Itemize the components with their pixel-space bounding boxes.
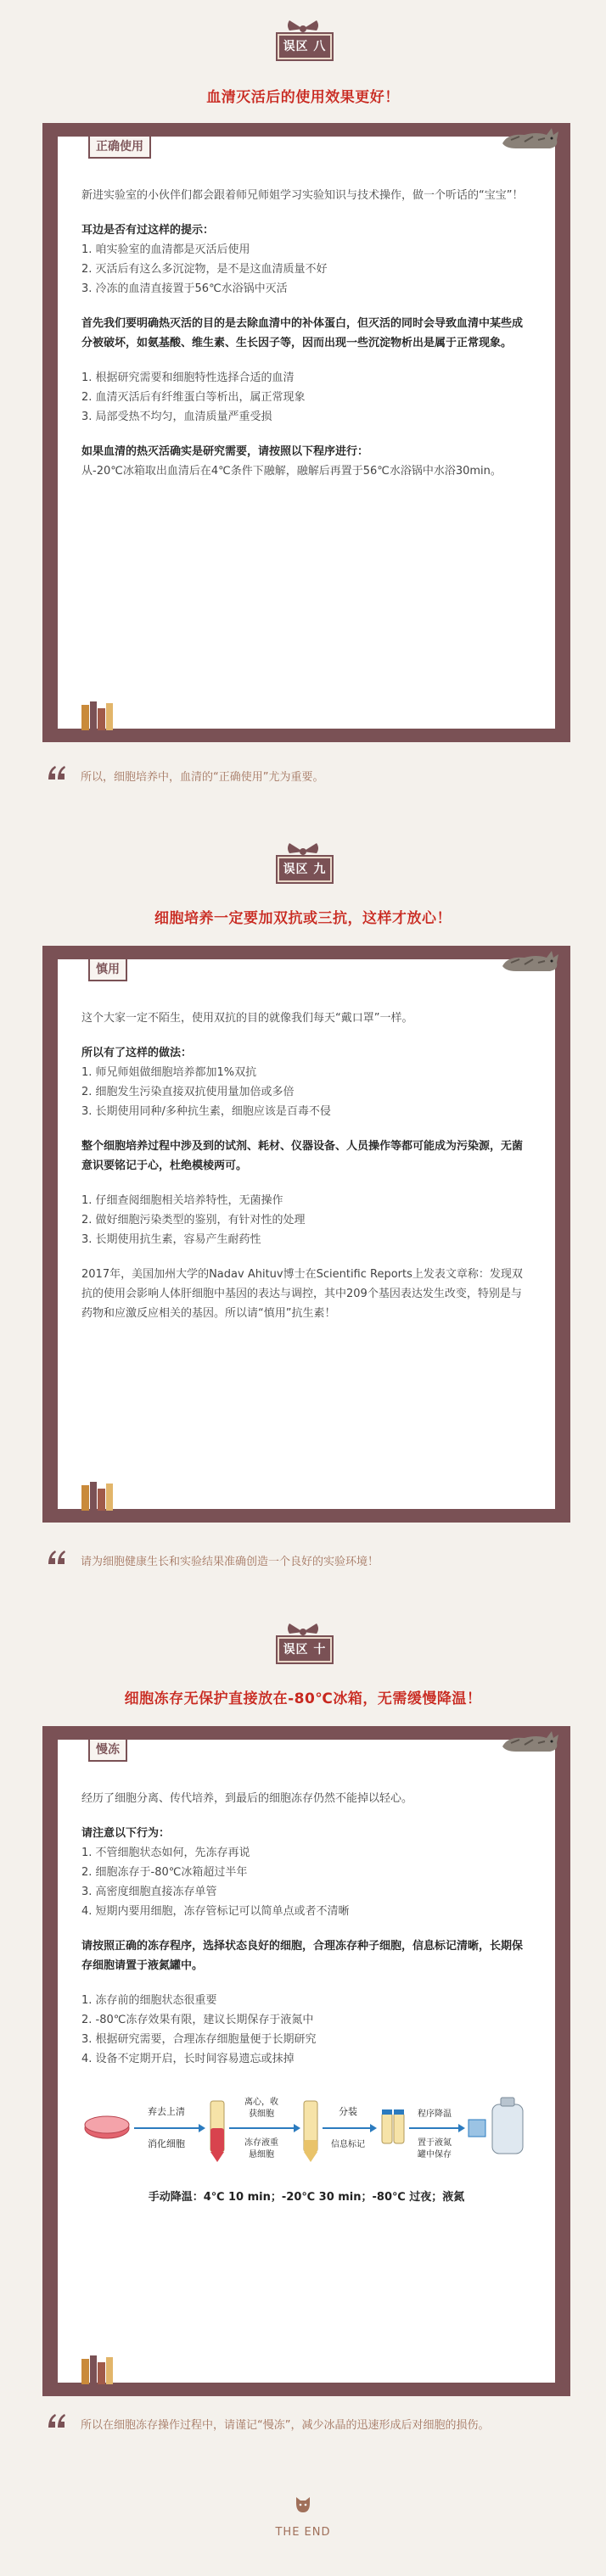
cryovial-cap-icon <box>382 2109 392 2115</box>
list-item: 2. 细胞发生污染直接双抗使用量加倍或多倍 <box>81 1086 295 1098</box>
section-10-badge-wrap <box>0 1620 606 1668</box>
quote-box <box>47 768 564 788</box>
list-item: 3. 冷冻的血清直接置于56℃水浴锅中灭活 <box>81 282 288 295</box>
suspension-icon <box>304 2140 317 2152</box>
tip-card <box>58 1740 555 2383</box>
paragraph: 2017年，美国加州大学的Nadav Ahituv博士在Scientific Reports上发表文章称：发现双抗的使用会影响人体肝细胞中基因的表达与调控，其中209个基因表达发生改变，特别是与药物和应激反应相关的基因。所以请“慎用”抗生素！ <box>81 1268 523 1320</box>
paragraph-heading: 请注意以下行为： <box>81 1827 171 1840</box>
paragraph: 这个大家一定不陌生，使用双抗的目的就像我们每天“戴口罩”一样。 <box>81 1012 413 1025</box>
section-9-badge-wrap <box>0 840 606 887</box>
paragraph: 新进实验室的小伙伴们都会跟着师兄师姐学习实验知识与技术操作，做一个听话的“宝宝”！ <box>81 189 524 202</box>
card-content <box>81 186 531 481</box>
arrow-head-icon <box>199 2124 205 2132</box>
freezing-box-icon <box>469 2120 485 2137</box>
petri-dish-lid-icon <box>85 2116 129 2133</box>
section-title: 血清灭活后的使用效果更好！ <box>206 89 400 106</box>
list-item: 2. 灭活后有这么多沉淀物，是不是这血清质量不好 <box>81 263 328 276</box>
freezing-flow-svg <box>81 2084 531 2177</box>
card-tag: 正确使用 <box>88 135 151 159</box>
flow-label: 离心，收 <box>244 2098 278 2107</box>
section-title: 细胞冻存无保护直接放在-80℃冰箱，无需缓慢降温！ <box>124 1690 482 1707</box>
tip-card <box>58 959 555 1509</box>
section-title: 细胞培养一定要加双抗或三抗，这样才放心！ <box>154 910 452 927</box>
freezing-flow-diagram <box>81 2084 531 2207</box>
cryovial-cap-icon <box>394 2109 404 2115</box>
cat-icon <box>499 125 562 155</box>
arrow-head-icon <box>458 2124 465 2132</box>
tip-frame <box>42 946 570 1523</box>
flow-label: 分装 <box>339 2106 357 2117</box>
card-content <box>81 1009 531 1323</box>
emphasis-paragraph: 首先我们要明确热灭活的目的是去除血清中的补体蛋白，但灭活的同时会导致血清中某些成分被破坏，如氨基酸、维生素、生长因子等，因而出现一些沉淀物析出是属于正常现象。 <box>81 317 524 349</box>
flow-label: 冻存液重 <box>244 2138 278 2148</box>
cat-icon <box>499 1728 562 1758</box>
flow-label: 获细胞 <box>249 2109 274 2119</box>
flow-caption: 手动降温：4℃ 10 min；-20℃ 30 min；-80℃ 过夜；液氮 <box>148 2191 465 2204</box>
card-content <box>81 1789 531 2207</box>
quote-box <box>47 1552 564 1573</box>
paragraph-heading: 耳边是否有过这样的提示： <box>81 224 215 237</box>
emphasis-paragraph: 请按照正确的冻存程序，选择状态良好的细胞，合理冻存种子细胞，信息标记清晰，长期保存细胞请置于液氮罐中。 <box>81 1940 524 1972</box>
paragraph: 经历了细胞分离、传代培养，到最后的细胞冻存仍然不能掉以轻心。 <box>81 1792 413 1805</box>
tank-lid-icon <box>501 2098 514 2106</box>
list-item: 3. 根据研究需要，合理冻存细胞量便于长期研究 <box>81 2033 317 2046</box>
emphasis-paragraph: 整个细胞培养过程中涉及到的试剂、耗材、仪器设备、人员操作等都可能成为污染源，无菌意识要铭记于心，杜绝模棱两可。 <box>81 1140 524 1172</box>
flow-label: 悬细胞 <box>249 2150 274 2160</box>
cat-icon <box>499 947 562 978</box>
card-tag: 慢冻 <box>88 1738 127 1762</box>
list-item: 4. 设备不定期开启，长时间容易遗忘或抹掉 <box>81 2053 295 2065</box>
card-tag: 慎用 <box>88 958 127 981</box>
cryovial-icon <box>394 2113 404 2143</box>
list-item: 3. 局部受热不均匀，血清质量严重受损 <box>81 411 272 423</box>
list-item: 2. 做好细胞污染类型的鉴别，有针对性的处理 <box>81 1214 306 1227</box>
paragraph: 从-20℃冰箱取出血清后在4℃条件下融解，融解后再置于56℃水浴锅中水浴30min。 <box>81 465 502 478</box>
quote-icon <box>47 1549 67 1564</box>
flow-label: 置于液氮 <box>418 2138 452 2148</box>
tube-tip-icon <box>210 2152 224 2162</box>
books-icon <box>80 1480 126 1511</box>
list-item: 1. 根据研究需要和细胞特性选择合适的血清 <box>81 372 295 384</box>
flow-label: 消化细胞 <box>148 2138 185 2149</box>
liquid-nitrogen-tank-icon <box>492 2104 523 2154</box>
list-item: 3. 长期使用同种/多种抗生素，细胞应该是百毒不侵 <box>81 1105 331 1118</box>
section-badge: 误区 八 <box>276 32 334 61</box>
list-item: 4. 短期内要用细胞，冻存管标记可以简单点或者不清晰 <box>81 1905 350 1918</box>
section-badge: 误区 九 <box>276 855 334 884</box>
paragraph-heading: 如果血清的热灭活确实是研究需要，请按照以下程序进行： <box>81 445 369 458</box>
list-item: 3. 高密度细胞直接冻存单管 <box>81 1886 217 1898</box>
section-8-badge-wrap <box>0 17 606 64</box>
list-item: 1. 师兄师姐做细胞培养都加1%双抗 <box>81 1066 257 1079</box>
cat-face-icon <box>294 2495 312 2514</box>
quote-box <box>47 2416 564 2436</box>
flow-label: 罐中保存 <box>418 2150 452 2160</box>
list-item: 2. 血清灭活后有纤维蛋白等析出，属正常现象 <box>81 391 306 404</box>
tip-frame <box>42 1726 570 2396</box>
list-item: 1. 仔细查阅细胞相关培养特性，无菌操作 <box>81 1194 283 1207</box>
books-icon <box>80 700 126 730</box>
arrow-head-icon <box>294 2124 300 2132</box>
quote-text: 所以，细胞培养中，血清的“正确使用”尤为重要。 <box>81 771 324 784</box>
end-text: THE END <box>275 2526 331 2539</box>
list-item: 2. -80℃冻存效果有限，建议长期保存于液氮中 <box>81 2014 314 2026</box>
list-item: 1. 冻存前的细胞状态很重要 <box>81 1994 217 2007</box>
list-item: 1. 咱实验室的血清都是灭活后使用 <box>81 243 250 256</box>
list-item: 3. 长期使用抗生素，容易产生耐药性 <box>81 1233 261 1246</box>
paragraph-heading: 所以有了这样的做法： <box>81 1047 193 1059</box>
tip-card <box>58 137 555 729</box>
flow-label: 程序降温 <box>418 2109 452 2119</box>
section-badge: 误区 十 <box>276 1635 334 1664</box>
tube-tip-icon <box>304 2152 317 2162</box>
cell-pellet-icon <box>210 2128 224 2152</box>
quote-icon <box>47 2412 67 2428</box>
list-item: 1. 不管细胞状态如何，先冻存再说 <box>81 1847 250 1859</box>
quote-text: 请为细胞健康生长和实验结果准确创造一个良好的实验环境！ <box>81 1556 379 1568</box>
books-icon <box>80 2354 126 2384</box>
quote-text: 所以在细胞冻存操作过程中，请谨记“慢冻”，减少冰晶的迅速形成后对细胞的损伤。 <box>81 2419 490 2432</box>
tip-frame <box>42 123 570 742</box>
arrow-head-icon <box>370 2124 377 2132</box>
flow-label: 弃去上清 <box>148 2106 185 2117</box>
list-item: 2. 细胞冻存于-80℃冰箱超过半年 <box>81 1866 248 1879</box>
flow-label: 信息标记 <box>331 2140 365 2149</box>
cryovial-icon <box>382 2113 392 2143</box>
quote-icon <box>47 764 67 780</box>
